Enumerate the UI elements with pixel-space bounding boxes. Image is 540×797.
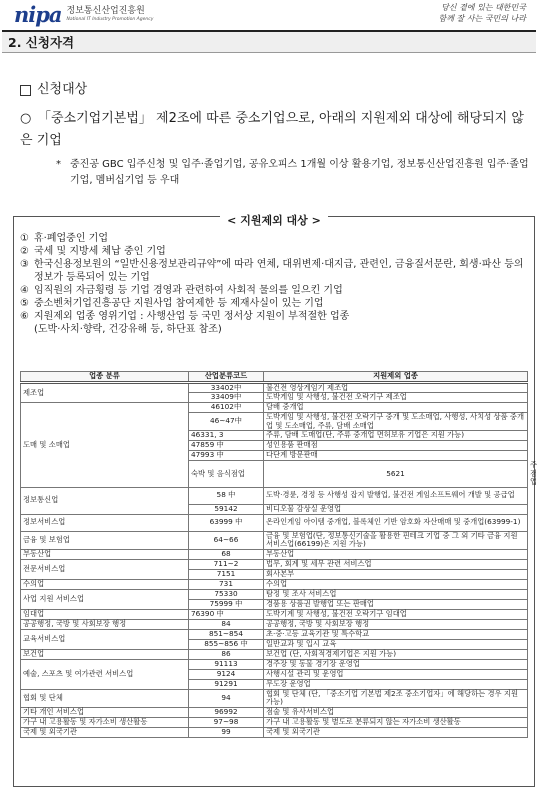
exclusion-item-text: 한국신용정보원의 “일반신용정보관리규약”에 따라 연체, 대위변제·대지급, 관련인, 금융질서문란, 회생·파산 등의 정보가 등록되어 있는 기업	[34, 259, 524, 283]
exclusion-box	[13, 214, 538, 787]
exclusion-item-text: 중소벤처기업진흥공단 지원사업 참여제한 등 제재사실이 있는 기업	[34, 298, 324, 309]
excluded-business-cell: 주류, 담배 도매업(단, 주류 중개업 면허보유 기업은 지원 가능)	[264, 431, 528, 441]
logo-mark: nipa	[14, 2, 62, 27]
header-code: 산업분류코드	[189, 372, 264, 383]
table-row	[21, 559, 528, 569]
exclusion-title	[14, 209, 534, 228]
industry-code-cell: 91291	[189, 679, 264, 689]
excluded-business-cell: 도박게임 및 사행성, 불건전 오락기구 중개 및 도소매업, 사행성, 사치성 상품 중개업 및 도소매업, 주류, 담배 소매업	[264, 413, 528, 431]
exclusion-item-text: 휴·폐업중인 기업	[34, 233, 108, 244]
industry-code-cell: 7151	[189, 569, 264, 579]
exclusion-item	[20, 297, 528, 310]
industry-code-cell: 731	[189, 579, 264, 589]
industry-category-cell: 도매 및 소매업	[21, 403, 189, 488]
industry-code-cell: 46~47中	[189, 413, 264, 431]
preference-note	[56, 157, 535, 189]
eligibility-text: 「중소기업기본법」 제2조에 따른 중소기업으로, 아래의 지원제외 대상에 해당되지 않은 기업	[20, 111, 524, 148]
industry-category-cell: 교육서비스업	[21, 629, 189, 649]
table-header-row	[21, 372, 528, 383]
nipa-logo	[14, 4, 153, 25]
header-category: 업종 분류	[21, 372, 189, 383]
excluded-business-cell: 국제 및 외국기관	[264, 727, 528, 737]
industry-code-cell: 76390 中	[189, 609, 264, 619]
excluded-business-cell: 수의업	[264, 579, 528, 589]
excluded-business-cell: 불건전 영상게임기 제조업	[264, 382, 528, 393]
note-asterisk: *	[56, 159, 61, 170]
industry-category-cell: 협회 및 단체	[21, 689, 189, 707]
industry-code-cell: 68	[189, 549, 264, 559]
exclusion-item-number: ④	[20, 285, 29, 296]
exclusion-item-text: 지원제외 업종 영위기업 : 사행산업 등 국민 정서상 지원이 부적절한 업종	[34, 311, 350, 322]
excluded-business-cell: 도박·경륜, 경정 등 사행성 잡지 발행업, 불건전 게임소프트웨어 개발 및 공급업	[264, 487, 528, 504]
industry-code-cell: 46331, 3	[189, 431, 264, 441]
excluded-business-cell: 무도장 운영업	[264, 679, 528, 689]
slogan	[439, 3, 526, 24]
exclusion-item-number: ①	[20, 233, 29, 244]
logo-name-kr: 정보통신산업진흥원	[66, 6, 145, 16]
industry-category-cell: 기타 개인 서비스업	[21, 707, 189, 717]
note-text: 중진공 GBC 입주신청 및 입주·졸업기업, 공유오피스 1개월 이상 활용기업, 정보통신산업진흥원 입주·졸업기업, 멤버십기업 등 우대	[70, 159, 529, 186]
excluded-industry-table	[20, 371, 538, 738]
exclusion-item-number: ②	[20, 246, 29, 257]
table-row	[21, 659, 528, 669]
excluded-business-cell: 도박기계 및 사행성, 불건전 오락기구 임대업	[264, 609, 528, 619]
industry-code-cell: 33402中	[189, 382, 264, 393]
table-row	[21, 579, 528, 589]
table-row	[21, 619, 528, 629]
industry-category-cell: 국제 및 외국기관	[21, 727, 189, 737]
industry-code-cell: 58 中	[189, 487, 264, 504]
table-row	[21, 531, 528, 549]
industry-code-cell: 96992	[189, 707, 264, 717]
industry-category-cell: 제조업	[21, 382, 189, 403]
subsection-heading	[20, 82, 87, 98]
table-row	[21, 717, 528, 727]
industry-code-cell: 97~98	[189, 717, 264, 727]
excluded-business-cell: 금융 및 보험업(단, 정보통신기술을 활용한 핀테크 기업 중 그 외 기타 금융 지원 서비스업(66199)은 지원 가능)	[264, 531, 528, 549]
exclusion-item-text: 임직원의 자금횡령 등 기업 경영과 관련하여 사회적 물의를 일으킨 기업	[34, 285, 343, 296]
industry-code-cell: 75999 中	[189, 599, 264, 609]
industry-category-cell: 정보서비스업	[21, 514, 189, 531]
industry-code-cell: 86	[189, 649, 264, 659]
logo-name-en: National IT Industry Promotion Agency	[66, 17, 154, 22]
excluded-business-cell: 보건업 (단, 사회적경제기업은 지원 가능)	[264, 649, 528, 659]
industry-code-cell: 33409中	[189, 393, 264, 403]
eligibility-bullet	[20, 108, 532, 152]
section-title: 2. 신청자격	[2, 30, 536, 53]
industry-category-cell: 공공행정, 국방 및 사회보장 행정	[21, 619, 189, 629]
table-row	[21, 609, 528, 619]
subsection-label: 신청대상	[37, 82, 88, 97]
industry-code-cell: 47993 中	[189, 451, 264, 461]
excluded-business-cell: 일반교과 및 입시 교육	[264, 639, 528, 649]
exclusion-item	[20, 245, 528, 258]
industry-code-cell: 99	[189, 727, 264, 737]
industry-code-cell: 63999 中	[189, 514, 264, 531]
industry-category-cell: 사업 지원 서비스업	[21, 589, 189, 609]
exclusion-item-number: ⑤	[20, 298, 29, 309]
excluded-business-cell: 초·중·고등 교육기관 및 특수학교	[264, 629, 528, 639]
industry-category-cell: 수의업	[21, 579, 189, 589]
industry-code-cell: 75330	[189, 589, 264, 599]
industry-category-cell: 숙박 및 음식점업	[189, 461, 264, 488]
table-row	[21, 649, 528, 659]
table-row	[21, 549, 528, 559]
industry-code-cell: 47859 中	[189, 441, 264, 451]
excluded-business-cell: 탐정 및 조사 서비스업	[264, 589, 528, 599]
table-row	[21, 403, 528, 413]
industry-category-cell: 보건업	[21, 649, 189, 659]
table-row: 숙박 및 음식점업 5621 주점업	[21, 461, 528, 488]
excluded-business-cell: 성인용품 판매점	[264, 441, 528, 451]
excluded-business-cell: 공공행정, 국방 및 사회보장 행정	[264, 619, 528, 629]
exclusion-list	[20, 232, 528, 336]
industry-code-cell: 46102中	[189, 403, 264, 413]
industry-code-cell: 9124	[189, 669, 264, 679]
exclusion-item	[20, 258, 528, 284]
exclusion-title-text: < 지원제외 대상 >	[220, 214, 328, 227]
industry-code-cell: 94	[189, 689, 264, 707]
bullet-circle-icon: ○	[20, 111, 32, 126]
industry-category-cell: 임대업	[21, 609, 189, 619]
slogan-line-2: 함께 잘 사는 국민의 나라	[438, 14, 526, 23]
exclusion-item-number: ③	[20, 259, 29, 270]
industry-code-cell: 59142	[189, 504, 264, 514]
industry-category-cell: 전문서비스업	[21, 559, 189, 579]
industry-category-cell: 금융 및 보험업	[21, 531, 189, 549]
exclusion-item	[20, 310, 528, 323]
checkbox-square-icon	[20, 85, 31, 96]
page-header	[0, 0, 540, 30]
excluded-business-cell: 점술 및 유사서비스업	[264, 707, 528, 717]
header-excluded: 지원제외 업종	[264, 372, 528, 383]
excluded-business-cell: 다단계 방문판매	[264, 451, 528, 461]
excluded-business-cell: 경품용 상품권 발행업 또는 판매업	[264, 599, 528, 609]
excluded-business-cell: 도박게임 및 사행성, 불건전 오락기구 제조업	[264, 393, 528, 403]
table-row	[21, 689, 528, 707]
excluded-business-cell: 담배 중개업	[264, 403, 528, 413]
industry-code-cell: 851~854	[189, 629, 264, 639]
industry-category-cell: 부동산업	[21, 549, 189, 559]
industry-code-cell: 64~66	[189, 531, 264, 549]
industry-code-cell: 5621	[264, 461, 528, 488]
exclusion-item	[20, 232, 528, 245]
exclusion-item-number: ⑥	[20, 311, 29, 322]
table-row	[21, 514, 528, 531]
excluded-business-cell: 경주장 및 동물 경기장 운영업	[264, 659, 528, 669]
table-row	[21, 382, 528, 393]
exclusion-item-text: 국세 및 지방세 체납 중인 기업	[34, 246, 166, 257]
exclusion-item	[20, 284, 528, 297]
excluded-business-cell: 부동산업	[264, 549, 528, 559]
excluded-business-cell: 온라인게임 아이템 중개업, 블록체인 기반 암호화 자산매매 및 중개업(63999-1)	[264, 514, 528, 531]
table-row	[21, 487, 528, 504]
industry-code-cell: 711~2	[189, 559, 264, 569]
industry-code-cell: 91113	[189, 659, 264, 669]
industry-category-cell: 예술, 스포츠 및 여가관련 서비스업	[21, 659, 189, 689]
slogan-line-1: 당신 곁에 있는 대한민국	[441, 3, 526, 12]
table-row	[21, 727, 528, 737]
excluded-business-cell: 사행시설 관리 및 운영업	[264, 669, 528, 679]
industry-category-cell: 가구 내 고용활동 및 자가소비 생산활동	[21, 717, 189, 727]
table-row	[21, 629, 528, 639]
industry-code-cell: 855~856 中	[189, 639, 264, 649]
excluded-business-cell: 비디오물 감상실 운영업	[264, 504, 528, 514]
industry-category-cell: 정보통신업	[21, 487, 189, 514]
excluded-business-cell: 협회 및 단체 (단, 「중소기업 기본법 제2조 중소기업자」에 해당하는 경우 지원가능)	[264, 689, 528, 707]
excluded-business-cell: 가구 내 고용활동 및 별도로 분류되지 않는 자가소비 생산활동	[264, 717, 528, 727]
table-row	[21, 589, 528, 599]
table-row	[21, 707, 528, 717]
exclusion-sub-note: (도박·사치·향락, 건강유해 등, 하단표 참조)	[34, 324, 222, 335]
excluded-business-cell: 회사본부	[264, 569, 528, 579]
excluded-business-cell: 법무, 회계 및 세무 관련 서비스업	[264, 559, 528, 569]
industry-code-cell: 84	[189, 619, 264, 629]
